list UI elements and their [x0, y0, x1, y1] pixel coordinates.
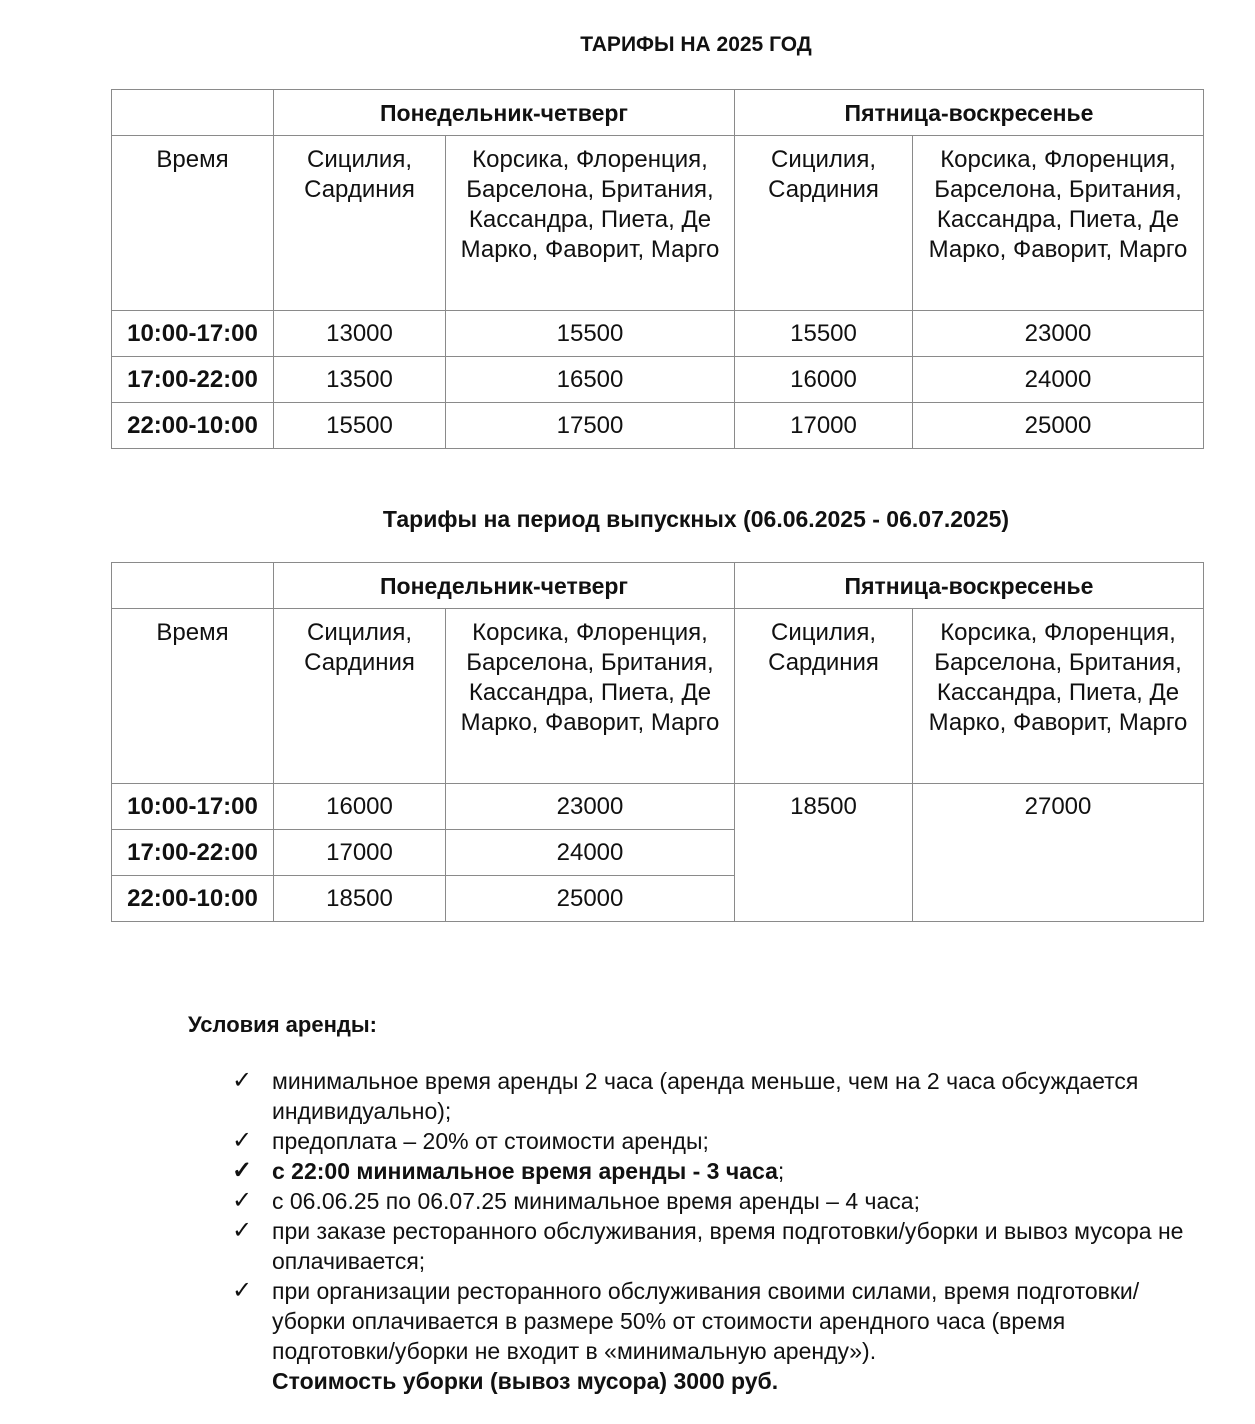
price-cell: 17500: [446, 403, 735, 449]
conditions-title: Условия аренды:: [188, 1012, 377, 1037]
tariff-table-2025: [111, 89, 1204, 449]
table-row: [112, 403, 1204, 449]
time-slot: 10:00-17:00: [112, 311, 274, 357]
price-cell: 25000: [913, 403, 1204, 449]
weekend-group-header: Пятница-воскресенье: [735, 563, 1204, 609]
column-header-row: [112, 609, 1204, 784]
empty-corner-cell: [112, 563, 274, 609]
price-cell: 13000: [274, 311, 446, 357]
weekend-price-b: 27000: [913, 784, 1204, 922]
price-cell: 13500: [274, 357, 446, 403]
price-cell: 16000: [274, 784, 446, 830]
empty-corner-cell: [112, 90, 274, 136]
price-cell: 15500: [446, 311, 735, 357]
price-cell: 18500: [274, 876, 446, 922]
column-header-row: [112, 136, 1204, 311]
price-cell: 15500: [735, 311, 913, 357]
weekend-halls-a-header: Сицилия, Сардиния: [735, 136, 913, 311]
time-column-header: Время: [112, 609, 274, 784]
price-cell: 23000: [446, 784, 735, 830]
weekend-group-header: Пятница-воскресенье: [735, 90, 1204, 136]
table-row: [112, 357, 1204, 403]
weekday-group-header: Понедельник-четверг: [274, 563, 735, 609]
list-item: [230, 1156, 1190, 1186]
weekday-halls-b-header: Корсика, Флоренция, Барселона, Британия, Кассандра, Пиета, Де Марко, Фаворит, Марго: [446, 609, 735, 784]
cleaning-cost: Стоимость уборки (вывоз мусора) 3000 руб.: [272, 1368, 779, 1394]
condition-text: с 06.06.25 по 06.07.25 минимальное время аренды – 4 часа;: [272, 1188, 920, 1214]
time-slot: 17:00-22:00: [112, 357, 274, 403]
price-cell: 24000: [446, 830, 735, 876]
check-icon: ✓: [232, 1277, 253, 1304]
time-slot: 22:00-10:00: [112, 403, 274, 449]
weekday-halls-a-header: Сицилия, Сардиния: [274, 136, 446, 311]
weekday-halls-b-header: Корсика, Флоренция, Барселона, Британия, Кассандра, Пиета, Де Марко, Фаворит, Марго: [446, 136, 735, 311]
table-row: [112, 311, 1204, 357]
weekday-halls-a-header: Сицилия, Сардиния: [274, 609, 446, 784]
table2-title: Тарифы на период выпускных (06.06.2025 - 06.07.2025): [382, 506, 1010, 532]
price-cell: 15500: [274, 403, 446, 449]
time-column-header: Время: [112, 136, 274, 311]
condition-text: при организации ресторанного обслуживания своими силами, время подготовки/уборки оплачивается в размере 50% от стоимости арендного часа (время подготовки/уборки не входит в «минимальную аренду»).: [272, 1278, 1140, 1364]
weekend-halls-b-header: Корсика, Флоренция, Барселона, Британия, Кассандра, Пиета, Де Марко, Фаворит, Марго: [913, 609, 1204, 784]
list-item: [230, 1126, 1190, 1156]
condition-text-suffix: ;: [777, 1158, 785, 1184]
day-group-header: [112, 90, 1204, 136]
weekend-price-a: 18500: [735, 784, 913, 922]
list-item: [230, 1276, 1190, 1396]
condition-text: предоплата – 20% от стоимости аренды;: [272, 1128, 709, 1154]
condition-text: с 22:00 минимальное время аренды - 3 часа: [272, 1158, 778, 1184]
weekday-group-header: Понедельник-четверг: [274, 90, 735, 136]
price-cell: 16500: [446, 357, 735, 403]
check-icon: ✓: [232, 1067, 253, 1094]
table-row: [112, 784, 1204, 830]
weekend-halls-a-header: Сицилия, Сардиния: [735, 609, 913, 784]
day-group-header: [112, 563, 1204, 609]
time-slot: 17:00-22:00: [112, 830, 274, 876]
tariff-table-graduation: [111, 562, 1204, 922]
list-item: [230, 1186, 1190, 1216]
weekend-halls-b-header: Корсика, Флоренция, Барселона, Британия, Кассандра, Пиета, Де Марко, Фаворит, Марго: [913, 136, 1204, 311]
check-icon: ✓: [232, 1217, 253, 1244]
check-icon: ✓: [232, 1127, 253, 1154]
check-icon: ✓: [232, 1157, 253, 1184]
price-cell: 16000: [735, 357, 913, 403]
price-cell: 17000: [735, 403, 913, 449]
condition-text: при заказе ресторанного обслуживания, время подготовки/уборки и вывоз мусора не оплачивается;: [272, 1218, 1184, 1274]
time-slot: 10:00-17:00: [112, 784, 274, 830]
list-item: [230, 1216, 1190, 1276]
conditions-list: [230, 1066, 1190, 1396]
price-cell: 25000: [446, 876, 735, 922]
table1-title: ТАРИФЫ НА 2025 ГОД: [580, 33, 812, 56]
price-cell: 24000: [913, 357, 1204, 403]
list-item: [230, 1066, 1190, 1126]
price-cell: 17000: [274, 830, 446, 876]
check-icon: ✓: [232, 1187, 253, 1214]
condition-text: минимальное время аренды 2 часа (аренда меньше, чем на 2 часа обсуждается индивидуально);: [272, 1068, 1139, 1124]
price-cell: 23000: [913, 311, 1204, 357]
time-slot: 22:00-10:00: [112, 876, 274, 922]
